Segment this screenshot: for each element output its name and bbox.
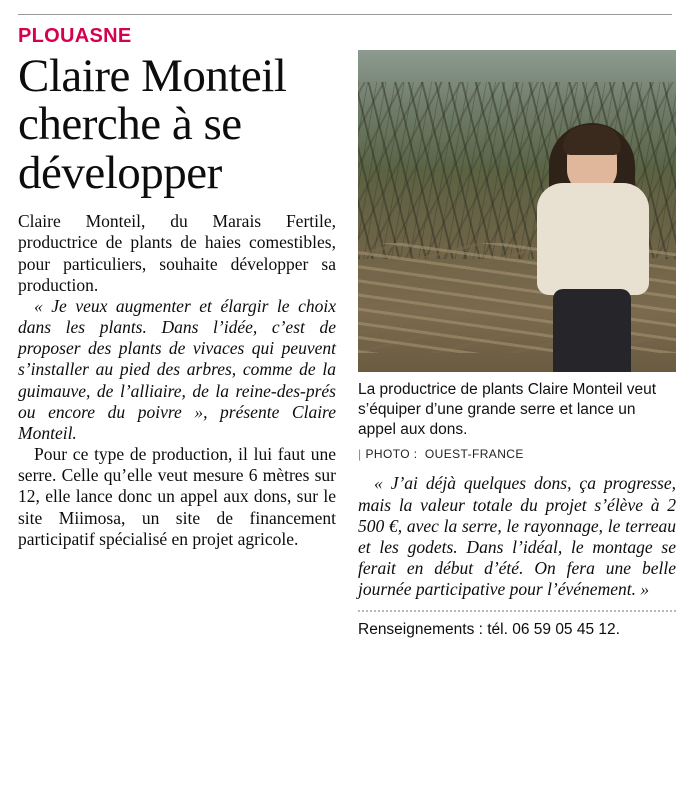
info-divider xyxy=(358,610,676,612)
article-page xyxy=(0,14,690,791)
article-columns xyxy=(18,50,676,639)
article-kicker: PLOUASNE xyxy=(18,25,132,47)
page-title: Claire Monteil cherche à se développer xyxy=(18,50,287,199)
photo-subject xyxy=(523,117,663,372)
subject-sweater xyxy=(537,183,649,295)
photo-credit xyxy=(358,447,676,461)
lede-paragraph: Claire Monteil, du Marais Fertile, productrice de plants de haies comestibles, pour particuliers, souhaite développer sa production. xyxy=(18,211,336,295)
credit-label: PHOTO : xyxy=(365,447,418,462)
photo-claire-monteil xyxy=(358,50,676,372)
right-column xyxy=(358,50,676,639)
quote-paragraph-right: « J’ai déjà quelques dons, ça progresse, mais la valeur totale du projet s’élève à 2 500 €, avec la serre, le rayonnage, le terreau et les godets. Dans l’idéal, le montage se ferait en début d’été. On fera une belle journée participative pour l’événement. » xyxy=(358,473,676,600)
photo-block xyxy=(358,50,676,461)
credit-bar-icon: | xyxy=(358,447,362,462)
subject-trousers xyxy=(553,289,631,372)
top-divider xyxy=(18,14,672,15)
credit-source: OUEST-FRANCE xyxy=(424,447,524,462)
photo-caption: La productrice de plants Claire Monteil veut s’équiper d’une grande serre et lance un appel aux dons. xyxy=(358,381,657,439)
right-body xyxy=(358,473,676,600)
subject-hair-front xyxy=(563,125,621,155)
body-paragraph-2: Pour ce type de production, il lui faut une serre. Celle qu’elle veut mesure 6 mètres sur 12, elle lance donc un appel aux dons, sur le site Miimosa, un site de financement participatif spécialisé en projet agricole. xyxy=(18,444,336,549)
contact-info: Renseignements : tél. 06 59 05 45 12. xyxy=(358,621,620,639)
quote-paragraph-left: « Je veux augmenter et élargir le choix dans les plants. Dans l’idée, c’est de proposer des plants de vivaces qui peuvent s’installer au pied des arbres, comme de la guimauve, de l’alliaire, de la reine-des-prés ou encore du poivre », présente Claire Monteil. xyxy=(18,295,336,443)
left-column xyxy=(18,50,336,550)
